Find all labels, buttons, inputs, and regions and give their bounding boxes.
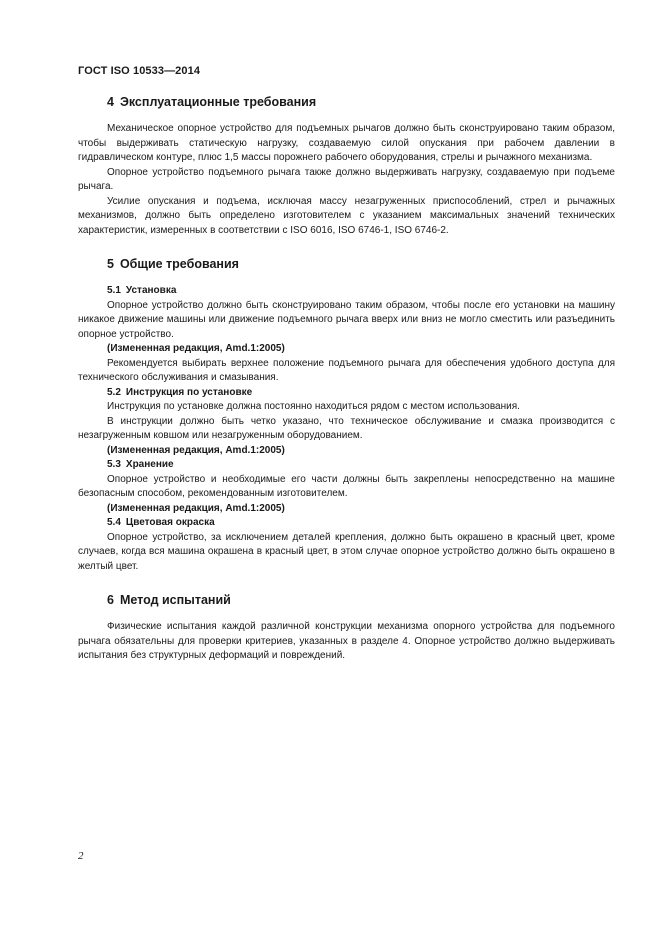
document-body — [78, 94, 615, 682]
subsection-title: Цветовая окраска — [125, 517, 215, 528]
subsection-number: 5.3 — [107, 459, 121, 470]
paragraph: Опорное устройство и необходимые его части должны быть закреплены непосредственно на машине безопасным способом, рекомендованным изготовителем. — [78, 473, 615, 499]
subsection-heading — [78, 284, 615, 299]
document-id: ГОСТ ISO 10533—2014 — [78, 65, 201, 77]
section-heading — [78, 94, 615, 110]
section-5 — [78, 256, 615, 574]
subsection-heading — [78, 458, 615, 473]
paragraph: Механическое опорное устройство для подъемных рычагов должно быть сконструировано таким образом, чтобы выдерживать статическую нагрузку, создаваемую силой опускания при рабочем давлении в гидравлическом контуре, плюс 1,5 массы порожнего рабочего оборудования, стрелы и рычажного механизма. — [78, 123, 615, 163]
paragraph: Усилие опускания и подъема, исключая массу незагруженных приспособлений, стрел и рычажных механизмов, должно быть определено изготовителем с указанием максимальных значений технических характеристик, измеренных в соответствии с ISO 6016, ISO 6746-1, ISO 6746-2. — [78, 195, 615, 236]
subsection-title: Инструкция по установке — [125, 386, 253, 398]
paragraph: Опорное устройство должно быть сконструировано таким образом, чтобы после его установки на машину никакое движение машины или движение подъемного рычага вверх или вниз не могло сместить или разъединить опорное устройство. — [78, 299, 615, 340]
section-title: Метод испытаний — [119, 593, 231, 607]
paragraph: Инструкция по установке должна постоянно находиться рядом с местом использования. — [107, 401, 520, 412]
paragraph: В инструкции должно быть четко указано, что техническое обслуживание и смазка производится с незагруженным ковшом или незагруженным оборудованием. — [78, 415, 615, 441]
amendment-note: (Измененная редакция, Amd.1:2005) — [107, 444, 285, 456]
amendment-note: (Измененная редакция, Amd.1:2005) — [107, 343, 285, 354]
section-title: Эксплуатационные требования — [119, 95, 317, 109]
paragraph: Опорное устройство, за исключением деталей крепления, должно быть окрашено в красный цвет, кроме случаев, когда вся машина окрашена в красный цвет, в этом случае опорное устройство должно быть окрашено в желтый цвет. — [78, 531, 615, 572]
section-title: Общие требования — [119, 257, 239, 271]
amendment-note: (Измененная редакция, Amd.1:2005) — [107, 502, 285, 514]
section-heading — [78, 256, 615, 272]
subsection-title: Установка — [125, 285, 177, 296]
subsection-heading — [78, 386, 615, 401]
page-number: 2 — [78, 850, 84, 862]
subsection-heading — [78, 516, 615, 531]
paragraph: Рекомендуется выбирать верхнее положение подъемного рычага для обеспечения удобного доступа для технического обслуживания и смазывания. — [78, 357, 615, 383]
subsection-number: 5.4 — [107, 517, 121, 528]
section-number: 5 — [107, 257, 114, 271]
subsection-number: 5.2 — [107, 386, 121, 398]
paragraph: Опорное устройство подъемного рычага также должно выдерживать нагрузку, создаваемую при подъеме рычага. — [78, 166, 615, 192]
section-4 — [78, 94, 615, 238]
section-number: 6 — [107, 593, 114, 607]
section-heading — [78, 592, 615, 608]
section-number: 4 — [107, 95, 114, 109]
subsection-number: 5.1 — [107, 285, 121, 296]
section-6 — [78, 592, 615, 664]
subsection-title: Хранение — [125, 459, 174, 470]
paragraph: Физические испытания каждой различной конструкции механизма опорного устройства для подъемного рычага обязательны для проверки критериев, указанных в разделе 4. Опорное устройство должно выдерживать испытания без структурных деформаций и повреждений. — [78, 621, 615, 661]
